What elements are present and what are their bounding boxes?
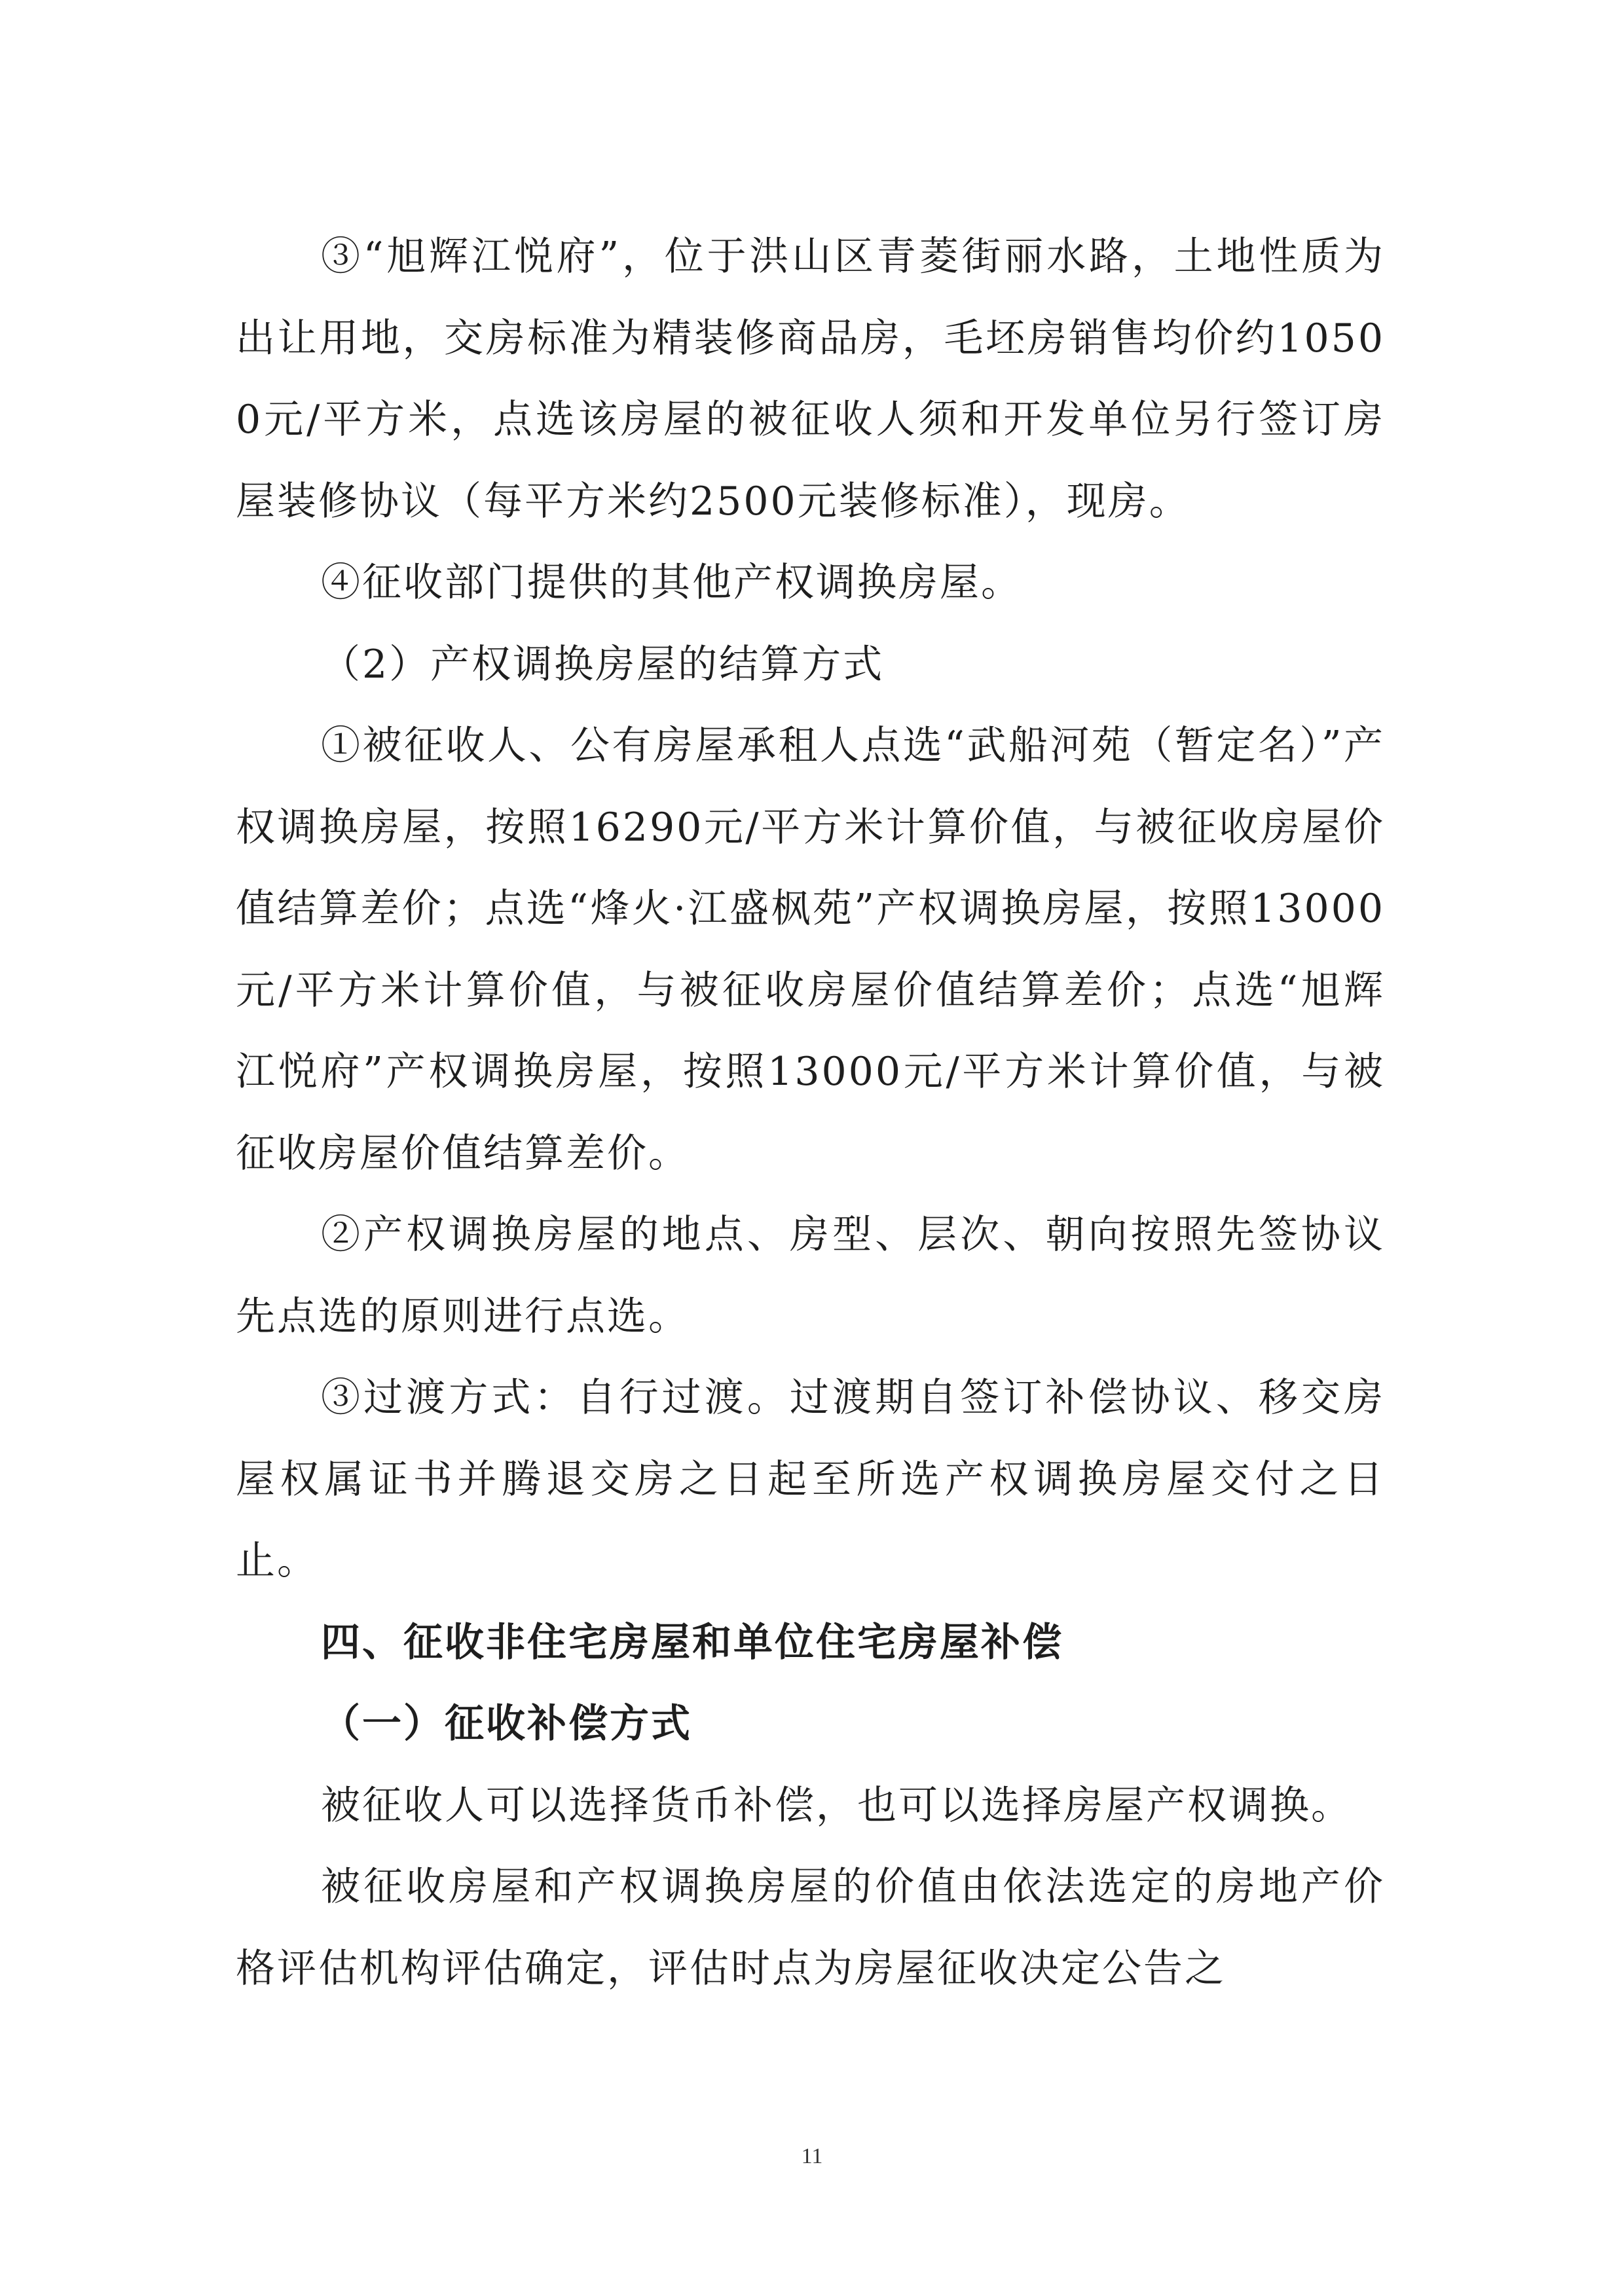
page-number: 11: [801, 2144, 823, 2168]
paragraph-transition: ③过渡方式：自行过渡。过渡期自签订补偿协议、移交房屋权属证书并腾退交房之日起至所选产权调换房屋交付之日止。: [236, 1375, 1385, 1584]
paragraph-xuhui-jiangyuefu: ③“旭辉江悦府”，位于洪山区青菱街丽水路，土地性质为出让用地，交房标准为精装修商品房，毛坯房销售均价约10500元/平方米，点选该房屋的被征收人须和开发单位另行签订房屋装修协议（每平方米约2500元装修标准），现房。: [236, 234, 1385, 524]
subsection-heading-compensation-method: （一）征收补偿方式: [321, 1701, 692, 1747]
paragraph-settlement-title: （2）产权调换房屋的结算方式: [321, 641, 885, 687]
paragraph-selection-principle: ②产权调换房屋的地点、房型、层次、朝向按照先签协议先点选的原则进行点选。: [236, 1212, 1385, 1339]
section-heading-non-residential: 四、征收非住宅房屋和单位住宅房屋补偿: [321, 1619, 1063, 1666]
paragraph-compensation-choice: 被征收人可以选择货币补偿，也可以选择房屋产权调换。: [321, 1782, 1352, 1829]
paragraph-settlement-prices: ①被征收人、公有房屋承租人点选“武船河苑（暂定名）”产权调换房屋，按照16290元/平方米计算价值，与被征收房屋价值结算差价；点选“烽火·江盛枫苑”产权调换房屋，按照13000元/平方米计算价值，与被征收房屋价值结算差价；点选“旭辉江悦府”产权调换房屋，按照13000元/平方米计算价值，与被征收房屋价值结算差价。: [236, 723, 1385, 1176]
paragraph-valuation: 被征收房屋和产权调换房屋的价值由依法选定的房地产价格评估机构评估确定，评估时点为房屋征收决定公告之: [236, 1864, 1385, 1992]
paragraph-other-housing: ④征收部门提供的其他产权调换房屋。: [321, 560, 1022, 606]
document-body: [236, 216, 1385, 2009]
